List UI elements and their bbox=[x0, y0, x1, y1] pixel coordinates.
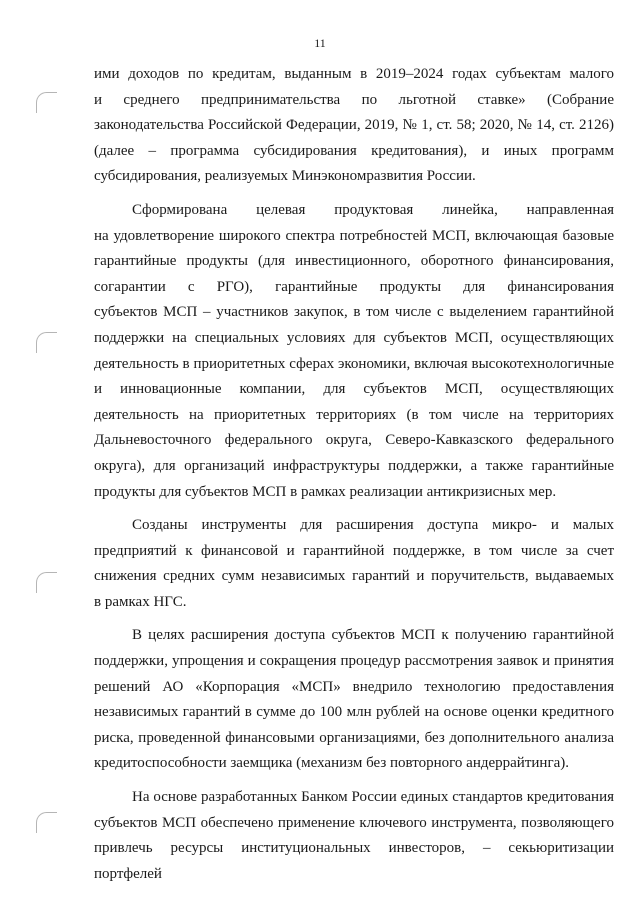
text-line: законодательства Российской Федерации, 2019, № 1, ст. 58; 2020, № 14, ст. 2126) bbox=[94, 117, 614, 134]
text-line: поддержки, упрощения и сокращения процедур рассмотрения заявок и принятия bbox=[94, 653, 614, 670]
paragraph-tools bbox=[94, 513, 614, 615]
paragraph-continued bbox=[94, 62, 614, 190]
text-line: Сформирована целевая продуктовая линейка, направленная bbox=[132, 201, 614, 218]
text-line: независимых гарантий в сумме до 100 млн рублей на основе оценки кредитного bbox=[94, 704, 614, 721]
text-line: согарантии с РГО), гарантийные продукты для финансирования bbox=[94, 278, 614, 295]
text-line: кредитоспособности заемщика (механизм без повторного андеррайтинга). bbox=[94, 755, 569, 772]
text-line: деятельность на приоритетных территориях (в том числе на территориях bbox=[94, 406, 614, 423]
text-line: деятельность в приоритетных сферах экономики, включая высокотехнологичные bbox=[94, 355, 614, 372]
punch-hole-mark bbox=[36, 572, 57, 593]
punch-hole-mark bbox=[36, 332, 57, 353]
text-line: продукты для субъектов МСП в рамках реализации антикризисных мер. bbox=[94, 483, 557, 500]
text-line: поддержки на специальных условиях для субъектов МСП, осуществляющих bbox=[94, 329, 614, 346]
text-line: субъектов МСП – участников закупок, в том числе с выделением гарантийной bbox=[94, 304, 614, 321]
text-line: субсидирования, реализуемых Минэкономразвития России. bbox=[94, 168, 476, 185]
text-line: риска, проведенной финансовыми организациями, без дополнительного анализа bbox=[94, 729, 614, 746]
document-body bbox=[94, 62, 614, 882]
text-line: На основе разработанных Банком России единых стандартов кредитования bbox=[132, 789, 614, 806]
text-line: снижения средних сумм независимых гарантий и поручительств, выдаваемых bbox=[94, 568, 614, 585]
text-line: и инновационные компании, для субъектов МСП, осуществляющих bbox=[94, 381, 614, 398]
text-line: в рамках НГС. bbox=[94, 593, 187, 610]
punch-hole-mark bbox=[36, 92, 57, 113]
paragraph-product-line bbox=[94, 198, 614, 505]
page-number: 11 bbox=[314, 36, 326, 50]
text-line: на удовлетворение широкого спектра потребностей МСП, включающая базовые bbox=[94, 227, 614, 244]
text-line: и среднего предпринимательства по льготной ставке» (Собрание bbox=[94, 91, 614, 108]
punch-hole-mark bbox=[36, 812, 57, 833]
text-line: решений АО «Корпорация «МСП» внедрило технологию предоставления bbox=[94, 678, 614, 695]
text-line: (далее – программа субсидирования кредитования), и иных программ bbox=[94, 142, 614, 159]
text-line: В целях расширения доступа субъектов МСП к получению гарантийной bbox=[132, 627, 614, 644]
text-line: ими доходов по кредитам, выданным в 2019–2024 годах субъектам малого bbox=[94, 66, 614, 82]
paragraph-securitization bbox=[94, 785, 614, 882]
text-line: Дальневосточного федерального округа, Северо-Кавказского федерального bbox=[94, 432, 614, 449]
text-line: привлечь ресурсы институциональных инвесторов, – секьюритизации портфелей bbox=[94, 840, 614, 882]
text-line: Созданы инструменты для расширения доступа микро- и малых bbox=[132, 517, 614, 534]
text-line: предприятий к финансовой и гарантийной поддержке, в том числе за счет bbox=[94, 542, 614, 559]
text-line: гарантийные продукты (для инвестиционного, оборотного финансирования, bbox=[94, 253, 614, 270]
text-line: округа), для организаций инфраструктуры поддержки, а также гарантийные bbox=[94, 457, 614, 474]
text-line: субъектов МСП обеспечено применение ключевого инструмента, позволяющего bbox=[94, 814, 614, 831]
paragraph-guarantee-access bbox=[94, 623, 614, 777]
